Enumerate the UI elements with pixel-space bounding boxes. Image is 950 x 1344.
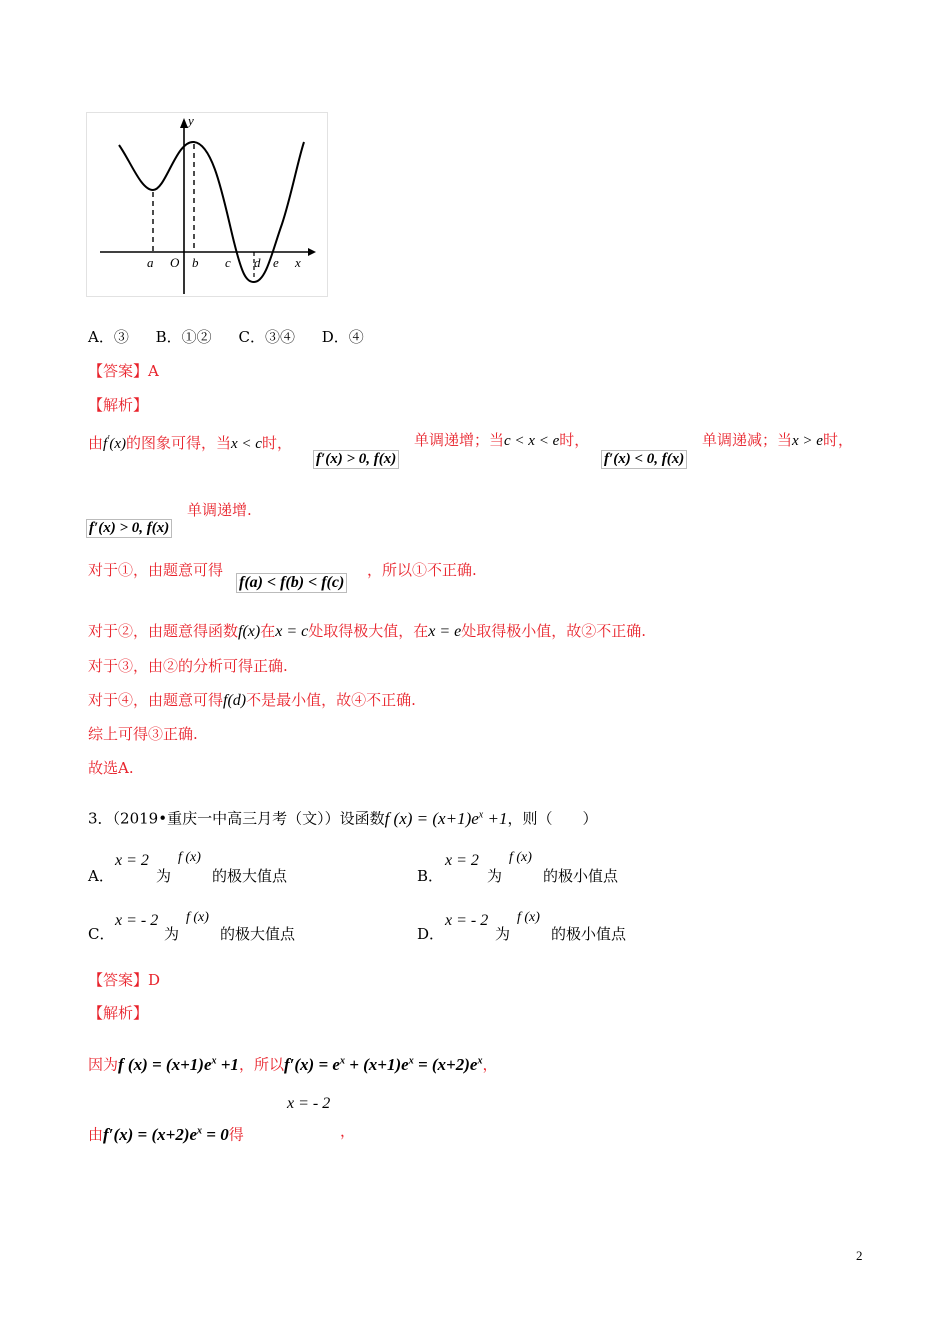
page-number: 2 [856, 1248, 863, 1263]
q2-item1-tail: ，所以①不正确. [367, 561, 477, 579]
point-label-e: e [273, 255, 279, 270]
q2-option-b: B．①② [155, 328, 212, 346]
q3-sol-comma: ， [340, 1122, 356, 1140]
q2-answer [88, 361, 159, 381]
q2-summary: 综上可得③正确. [88, 725, 198, 743]
point-label-d: d [254, 255, 261, 270]
q2-item1: 对于①，由题意可得 [88, 561, 224, 579]
q2-option-c: C．③④ [238, 328, 295, 346]
point-label-a: a [147, 255, 154, 270]
q2-item2: 对于②，由题意得函数f(x)在x = c处取得极大值，在x = e处取得极小值，故②不正确. [88, 622, 647, 640]
point-label-b: b [192, 255, 199, 270]
x-axis-label: x [295, 255, 301, 270]
answer-value: A [148, 362, 159, 380]
q2-analysis-tag: 【解析】 [88, 396, 149, 414]
point-label-c: c [225, 255, 231, 270]
q2-analysis-line1b: 单调递增；当c < x < e时， [414, 431, 590, 449]
origin-label: O [170, 255, 180, 270]
q3-sol-root: x = - 2 [287, 1095, 331, 1112]
q3-option-a: A． x = 2 为 f (x) 的极大值点 [88, 850, 288, 885]
q2-box1: f′(x) > 0, f(x) [313, 450, 399, 469]
derivative-graph [86, 112, 328, 297]
q3-option-b: B． x = 2 为 f (x) 的极小值点 [417, 850, 619, 885]
q3-stem: 3．（2019•重庆一中高三月考（文））设函数f $(x) = (x+1)e^x +1$，则（ ） [88, 808, 598, 828]
q3-option-d: D． x = - 2 为 f (x) 的极小值点 [417, 910, 627, 943]
q2-box3: f′(x) > 0, f(x) [86, 519, 172, 538]
answer-tag: 【答案】 [88, 362, 149, 380]
q2-option-d: D．④ [321, 328, 364, 346]
q2-item1-expr: f(a) < f(b) < f(c) [236, 573, 347, 593]
y-axis-label: y [188, 113, 194, 128]
q3-option-c: C． x = - 2 为 f (x) 的极大值点 [88, 910, 296, 943]
q2-analysis-line1c: 单调递减；当x > e时， [702, 431, 853, 449]
q2-option-a: A．③ [88, 328, 129, 346]
q3-sol-line1: 因为f $(x) = (x+1)e^x +1$，所以$f'(x) = e^x + (x+1)e^x = (x+2)e^x$， [88, 1054, 498, 1074]
q2-analysis-line2: 单调递增. [187, 501, 252, 519]
q2-options [88, 327, 364, 347]
q2-choice: 故选A. [88, 759, 134, 777]
q3-answer [88, 970, 160, 990]
q3-sol-line2: 由$f'(x) = (x+2)e^x = 0$得 [88, 1124, 244, 1144]
q3-analysis-tag: 【解析】 [88, 1004, 149, 1022]
answer-tag: 【答案】 [88, 971, 149, 989]
q2-analysis-line1: 由f'(x)的图象可得，当x < c时， [88, 434, 292, 452]
answer-value: D [148, 971, 161, 989]
q2-item4: 对于④，由题意可得f(d)不是最小值，故④不正确. [88, 691, 416, 709]
q2-item3: 对于③，由②的分析可得正确. [88, 657, 288, 675]
q2-box2: f′(x) < 0, f(x) [601, 450, 687, 469]
